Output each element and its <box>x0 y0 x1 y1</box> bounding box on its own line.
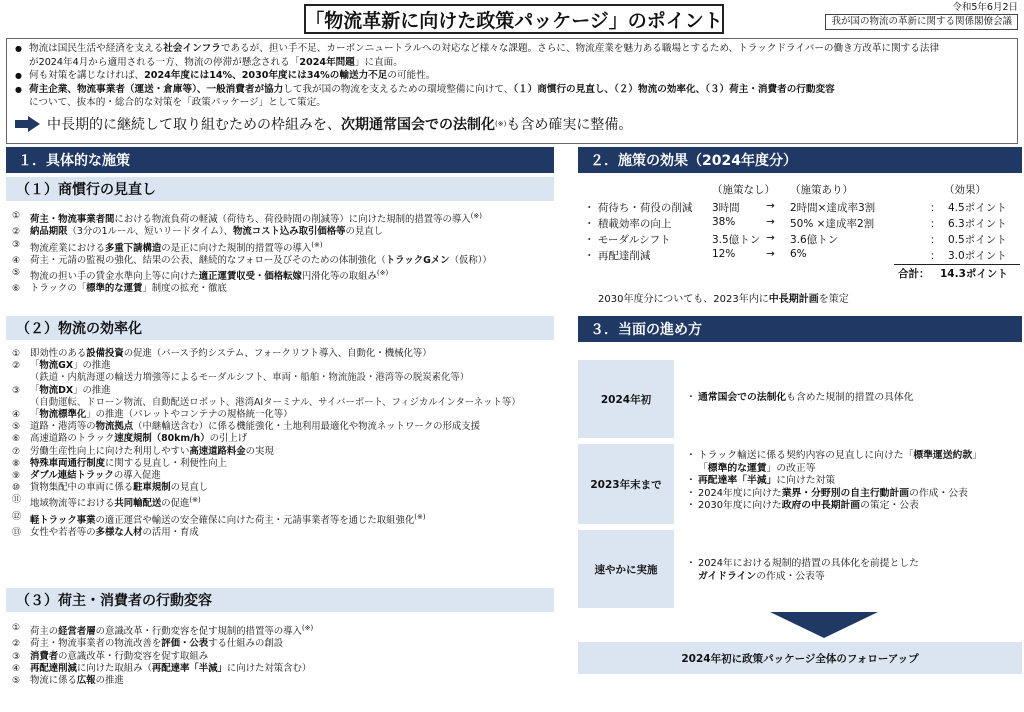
list-item: ① 荷主の経営者層の意識改革・行動変容を促す規制的措置等の導入(※) <box>12 623 314 638</box>
roadmap-item: ・ 2030年度に向けた政府の中長期計画の策定・公表 <box>686 500 1020 513</box>
sub3-list <box>12 622 557 687</box>
effect-note: 2030年度分についても、2023年内に中長期計画を策定 <box>598 294 849 305</box>
list-item: ② 納品期限（3分の1ルール、短いリードタイム）、物流コスト込み取引価格等の見直し <box>12 226 384 238</box>
follow-up-box: 2024年初に政策パッケージ全体のフォローアップ <box>578 642 1022 674</box>
effect-arrow: → <box>766 248 775 260</box>
list-item: ④ 再配達削減に向けた取組み（再配達率「半減」に向けた対策含む） <box>12 662 312 674</box>
list-item: ③ 「物流DX」の推進 <box>12 384 111 396</box>
roadmap-item: ・ 再配達率「半減」に向けた対策 <box>686 475 1020 488</box>
effect-name: ・ 荷待ち・荷役の削減 <box>584 202 693 214</box>
roadmap-item: ・ 2024年度に向けた業界・分野別の自主行動計画の作成・公表 <box>686 488 1020 501</box>
date: 令和5年6月2日 <box>952 2 1018 13</box>
roadmap-label: 速やかに実施 <box>578 530 674 608</box>
list-item: ⑤ 物流の担い手の賃金水準向上等に向けた適正運賃収受・価格転嫁円滑化等の取組み(※) <box>12 268 389 283</box>
effect-before: 12% <box>712 248 736 260</box>
section3-header: ３．当面の進め方 <box>578 316 1022 342</box>
list-item: ⑧ 特殊車両通行制度に関する見直し・利便性向上 <box>12 457 227 469</box>
section1-header: １．具体的な施策 <box>6 147 554 173</box>
col-head-before: （施策なし） <box>712 184 775 196</box>
effect-colon: ： <box>930 218 941 230</box>
list-item: ① 即効性のある設備投資の促進（バース予約システム、フォークリフト導入、自動化・機械化等） <box>12 348 432 359</box>
header-meta <box>776 2 1018 30</box>
roadmap-label: 2023年末まで <box>578 444 674 524</box>
effect-arrow: → <box>766 232 775 244</box>
effect-before: 38% <box>712 216 736 228</box>
effect-colon: ： <box>930 234 941 246</box>
effect-after: 2時間×達成率3割 <box>790 202 876 214</box>
list-item: ⑬ 女性や若者等の多様な人材の活用・育成 <box>12 527 199 539</box>
effect-before: 3時間 <box>712 202 740 214</box>
list-item: （鉄道・内航海運の輸送力増強等によるモーダルシフト、車両・船舶・物流施設・港湾等の脱炭素化等） <box>30 372 470 384</box>
arrow-down-icon <box>770 612 878 638</box>
effect-after: 50% ×達成率2割 <box>790 218 875 230</box>
roadmap-label: 2024年初 <box>578 360 674 438</box>
effect-value: 4.5ポイント <box>948 202 1007 214</box>
summary-bullet-2: ● 何も対策を講じなければ、2024年度には14%、2030年度には34%の輸送力不足の可能性。 <box>15 69 1009 83</box>
sub3-header: （３）荷主・消費者の行動変容 <box>6 588 554 612</box>
sub2-header: （２）物流の効率化 <box>6 316 554 340</box>
list-item: ② 荷主・物流事業者の物流改善を評価・公表する仕組みの創設 <box>12 638 284 650</box>
total-value: 14.3ポイント <box>940 268 1008 280</box>
list-item: ⑦ 労働生産性向上に向けた利用しやすい高速道路料金の実現 <box>12 445 274 457</box>
roadmap-item: 「標準的な運賃」の改正等 <box>698 462 816 474</box>
effect-colon: ： <box>930 202 941 214</box>
list-item: ⑤ 道路・港湾等の物流拠点（中継輸送含む）に係る機能強化・土地利用最適化や物流ネットワークの形成支援 <box>12 421 481 433</box>
roadmap-item: ・ 2024年における規制的措置の具体化を前提とした <box>686 558 1020 571</box>
effect-after: 6% <box>790 248 807 260</box>
arrow-right-icon <box>15 116 41 132</box>
effect-colon: ： <box>930 250 941 262</box>
roadmap-item: ・ トラック輸送に係る契約内容の見直しに向けた「標準運送約款」 <box>686 450 1020 463</box>
list-item: ⑫ 軽トラック事業の適正運営や輸送の安全確保に向けた荷主・元請事業者等を通じた取組強化(※) <box>12 511 426 526</box>
effect-value: 0.5ポイント <box>948 234 1007 246</box>
sub1-header: （１）商慣行の見直し <box>6 177 554 201</box>
effect-value: 6.3ポイント <box>948 218 1007 230</box>
effect-name: ・ モーダルシフト <box>584 234 671 246</box>
col-head-after: （施策あり） <box>790 184 853 196</box>
effect-after: 3.6億トン <box>790 234 839 246</box>
effect-before: 3.5億トン <box>712 234 761 246</box>
col-head-effect: （効果） <box>944 184 986 196</box>
effect-name: ・ 積載効率の向上 <box>584 218 672 230</box>
roadmap-items <box>686 392 1020 405</box>
list-item: ③ 物流産業における多重下請構造の是正に向けた規制的措置等の導入(※) <box>12 239 323 254</box>
effect-arrow: → <box>766 200 775 212</box>
sub2-list <box>12 348 557 539</box>
roadmap-item: ガイドラインの作成・公表等 <box>698 570 825 582</box>
section2-header: ２．施策の効果（2024年度分） <box>578 147 1022 173</box>
list-item: ⑥ トラックの「標準的な運賃」制度の拡充・徹底 <box>12 283 227 295</box>
list-item: ⑨ ダブル連結トラックの導入促進 <box>12 470 161 482</box>
summary-bullet-3: ● 荷主企業、物流事業者（運送・倉庫等）、一般消費者が協力して我が国の物流を支えるための環境整備に向けて、（１）商慣行の見直し、（２）物流の効率化、（３）荷主・消費者の行動変容 について、抜本的・総合的な対策を「政策パッケージ」として策定。 <box>15 83 1009 110</box>
list-item: ③ 消費者の意識改革・行動変容を促す取組み <box>12 650 209 662</box>
list-item: ⑤ 物流に係る広報の推進 <box>12 674 124 686</box>
list-item: ⑪ 地域物流等における共同輸配送の促進(※) <box>12 495 201 510</box>
page-title: 「物流革新に向けた政策パッケージ」のポイント <box>304 4 724 34</box>
list-item: （自動運転、ドローン物流、自動配送ロボット、港湾AIターミナル、サイバーポート、フィジカルインターネット等） <box>30 396 521 408</box>
list-item: ① 荷主・物流事業者間における物流負荷の軽減（荷待ち、荷役時間の削減等）に向けた規制的措置等の導入(※) <box>12 211 482 226</box>
organization: 我が国の物流の革新に関する関係閣僚会議 <box>825 14 1018 30</box>
callout: 中長期的に継続して取り組むための枠組みを、 次期通常国会での法制化 (※) も含め確実に整備。 <box>15 114 1009 134</box>
total-label: 合計： <box>898 268 930 280</box>
summary-box <box>6 38 1018 144</box>
effect-value: 3.0ポイント <box>948 250 1007 262</box>
list-item: ④ 荷主・元請の監視の強化、結果の公表、継続的なフォロー及びそのための体制強化（トラックGメン（仮称）） <box>12 254 492 266</box>
list-item: ⑩ 貨物集配中の車両に係る駐車規制の見直し <box>12 482 209 494</box>
roadmap-item: ・ 通常国会での法制化も含めた規制的措置の具体化 <box>686 392 1020 405</box>
sub1-list <box>12 210 557 296</box>
list-item: ② 「物流GX」の推進 <box>12 360 111 372</box>
list-item: ④ 「物流標準化」の推進（パレットやコンテナの規格統一化等） <box>12 409 293 421</box>
roadmap-items <box>686 558 1020 583</box>
effect-name: ・ 再配達削減 <box>584 250 651 262</box>
roadmap-items <box>686 450 1020 513</box>
list-item: ⑥ 高速道路のトラック速度規制（80km/h）の引上げ <box>12 433 248 445</box>
effect-arrow: → <box>766 216 775 228</box>
summary-bullet-1: ● 物流は国民生活や経済を支える社会インフラであるが、担い手不足、カーボンニュートラルへの対応など様々な課題。さらに、物流産業を魅力ある職場とするため、トラックドライバーの働き方改革に関する法律 が2024年4月から適用される一方、物流の停滞が懸念される「2024年問題」に直面。 <box>15 42 1009 69</box>
total-divider <box>894 264 1020 265</box>
